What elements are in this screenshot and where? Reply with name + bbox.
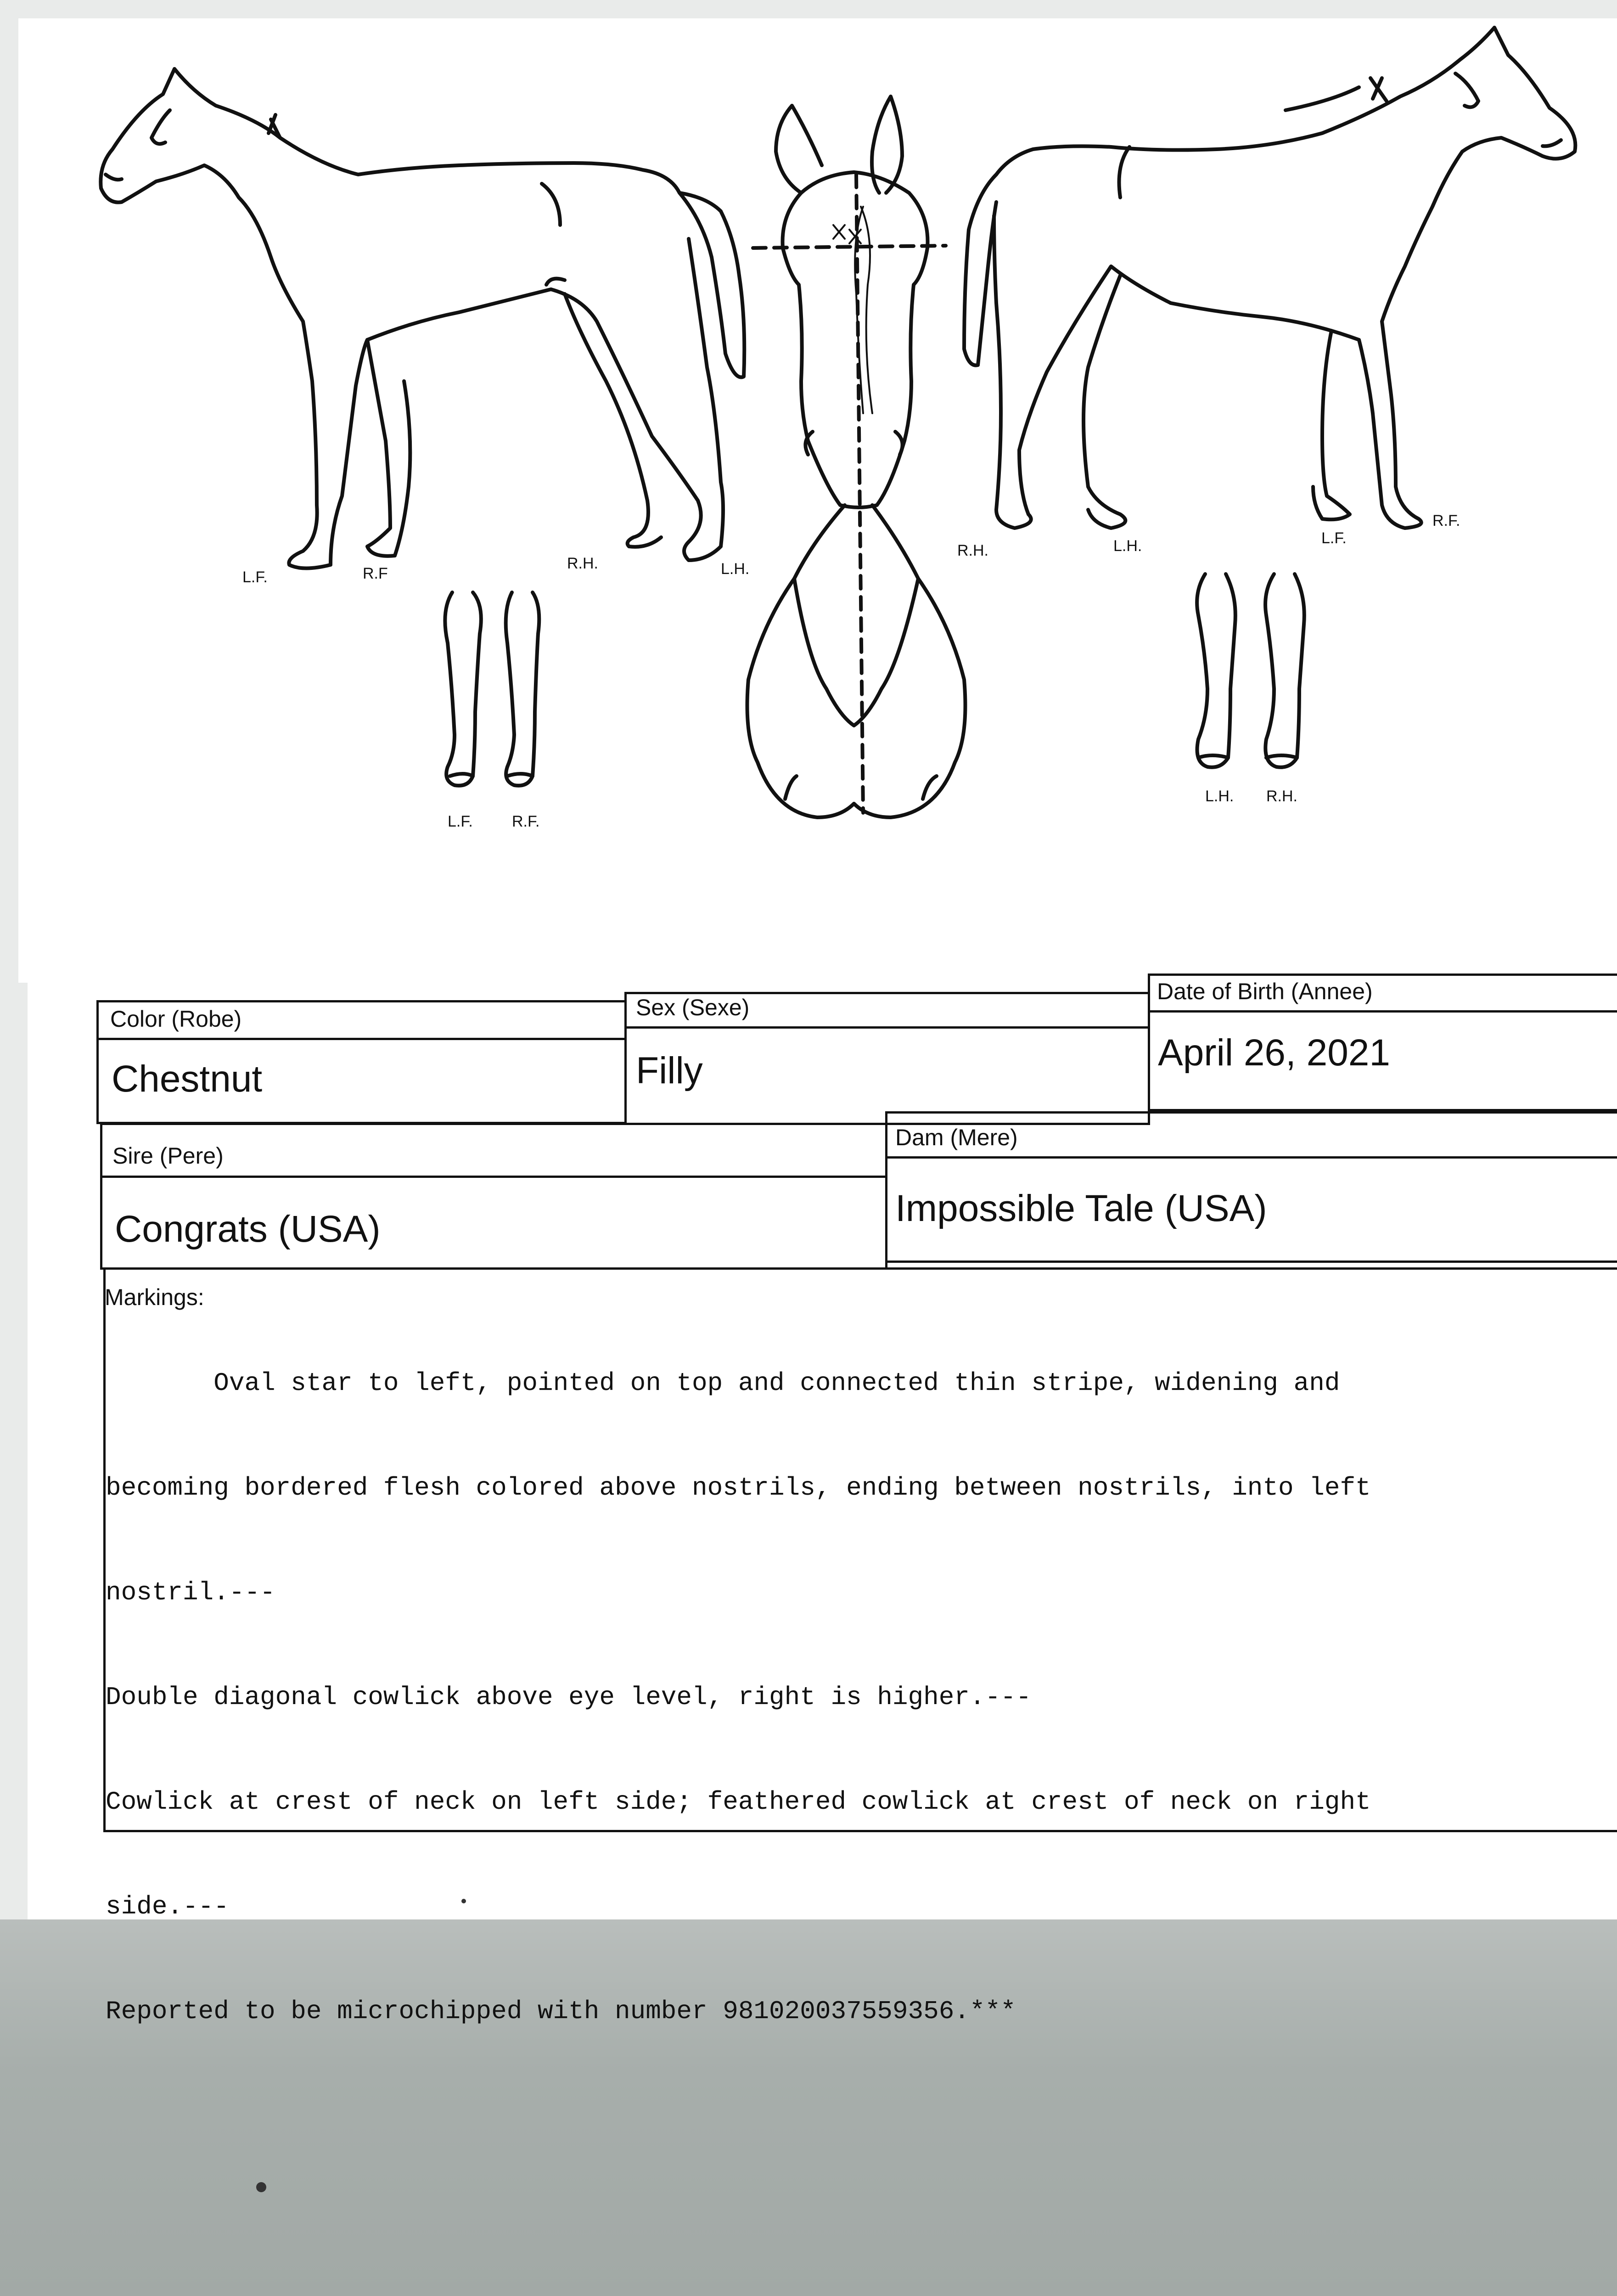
color-label: Color (Robe): [110, 1006, 242, 1032]
front-legs-lf-label: L.F.: [448, 813, 473, 830]
left-view-rf-label: R.F: [363, 565, 388, 582]
markings-line: nostril.---: [106, 1578, 275, 1607]
markings-line: side.---: [106, 1892, 229, 1921]
markings-line: Oval star to left, pointed on top and connected thin stripe, widening and: [106, 1368, 1340, 1398]
front-legs-rf-label: R.F.: [512, 813, 540, 830]
right-view-lh-label: L.H.: [1113, 537, 1142, 555]
hind-legs-lh-label: L.H.: [1205, 788, 1234, 805]
left-view-lf-label: L.F.: [242, 568, 268, 586]
dam-label: Dam (Mere): [895, 1125, 1018, 1150]
markings-text: [106, 1296, 1483, 2099]
markings-line: becoming bordered flesh colored above nostrils, ending between nostrils, into left: [106, 1473, 1371, 1503]
sire-label: Sire (Pere): [112, 1143, 224, 1169]
hind-legs-rh-label: R.H.: [1266, 788, 1297, 805]
scan-speck: [256, 2182, 266, 2192]
markings-label: Markings:: [105, 1284, 204, 1310]
right-view-lf-label: L.F.: [1321, 529, 1347, 547]
sex-divider: [624, 1026, 1150, 1029]
sire-divider: [100, 1176, 887, 1178]
right-view-rh-label: R.H.: [957, 542, 988, 559]
dob-divider: [1148, 1010, 1617, 1013]
sex-value: Filly: [636, 1050, 703, 1092]
dob-value: April 26, 2021: [1158, 1032, 1391, 1074]
scan-speck: [461, 1899, 466, 1903]
sire-value: Congrats (USA): [115, 1208, 381, 1250]
dam-value: Impossible Tale (USA): [895, 1187, 1267, 1229]
color-divider: [96, 1038, 627, 1040]
sex-label: Sex (Sexe): [636, 995, 750, 1020]
markings-line: Cowlick at crest of neck on left side; feathered cowlick at crest of neck on right: [106, 1787, 1371, 1817]
dob-label: Date of Birth (Annee): [1157, 979, 1373, 1004]
markings-line: Double diagonal cowlick above eye level, right is higher.---: [106, 1683, 1032, 1712]
right-view-rf-label: R.F.: [1432, 512, 1460, 529]
left-view-lh-label: L.H.: [721, 560, 750, 578]
markings-line: Reported to be microchipped with number 981020037559356.***: [106, 1997, 1016, 2026]
color-value: Chestnut: [112, 1058, 263, 1100]
dam-divider: [885, 1156, 1617, 1159]
left-view-rh-label: R.H.: [567, 555, 598, 572]
